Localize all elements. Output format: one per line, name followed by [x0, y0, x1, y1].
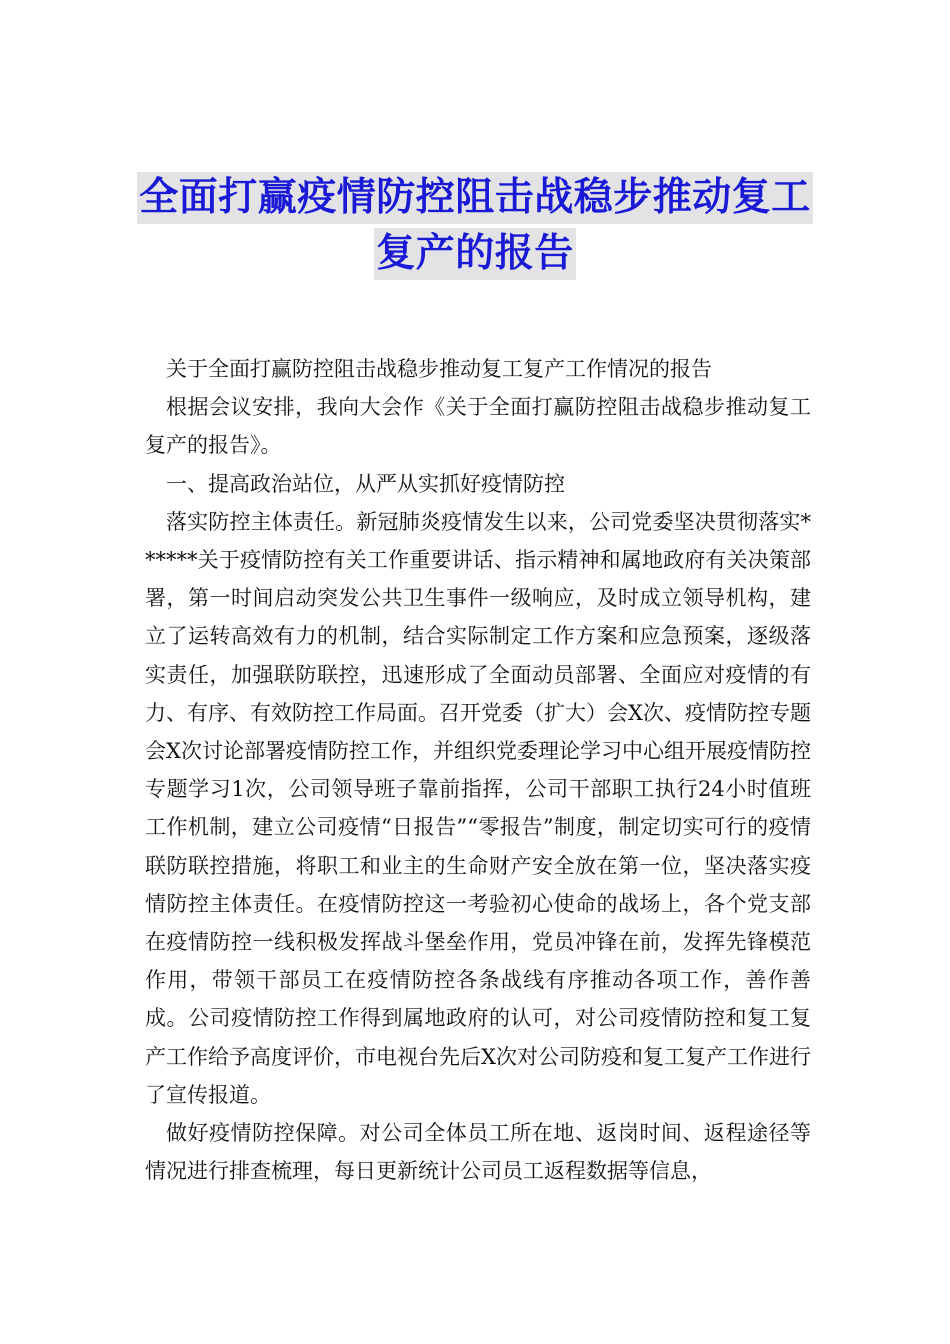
document-title: [0, 172, 950, 284]
paragraph-guarantee: 做好疫情防控保障。对公司全体员工所在地、返岗时间、返程途径等情况进行排查梳理，每日更新统计公司员工返程数据等信息，: [145, 1121, 811, 1184]
paragraph-responsibility: 落实防控主体责任。新冠肺炎疫情发生以来，公司党委坚决贯彻落实******关于疫情防控有关工作重要讲话、指示精神和属地政府有关决策部署，第一时间启动突发公共卫生事件一级响应，及时成立领导机构，建立了运转高效有力的机制，结合实际制定工作方案和应急预案，逐级落实责任，加强联防联控，迅速形成了全面动员部署、全面应对疫情的有力、有序、有效防控工作局面。召开党委（扩大）会X次、疫情防控专题会X次讨论部署疫情防控工作，并组织党委理论学习中心组开展疫情防控专题学习1次，公司领导班子靠前指挥，公司干部职工执行24小时值班工作机制，建立公司疫情“日报告”“零报告”制度，制定切实可行的疫情联防联控措施，将职工和业主的生命财产安全放在第一位，坚决落实疫情防控主体责任。在疫情防控这一考验初心使命的战场上，各个党支部在疫情防控一线积极发挥战斗堡垒作用，党员冲锋在前，发挥先锋模范作用，带领干部员工在疫情防控各条战线有序推动各项工作，善作善成。公司疫情防控工作得到属地政府的认可，对公司疫情防控和复工复产工作给予高度评价，市电视台先后X次对公司防疫和复工复产工作进行了宣传报道。: [145, 509, 811, 1107]
paragraph-intro: 根据会议安排，我向大会作《关于全面打赢防控阻击战稳步推动复工复产的报告》。: [145, 395, 811, 458]
document-body: [145, 350, 811, 1190]
title-line-1: 全面打赢疫情防控阻击战稳步推动复工: [137, 172, 813, 224]
section-heading-1: 一、提高政治站位，从严从实抓好疫情防控: [166, 471, 565, 496]
paragraph-subtitle: 关于全面打赢防控阻击战稳步推动复工复产工作情况的报告: [166, 357, 712, 381]
title-line-2: 复产的报告: [374, 228, 576, 280]
